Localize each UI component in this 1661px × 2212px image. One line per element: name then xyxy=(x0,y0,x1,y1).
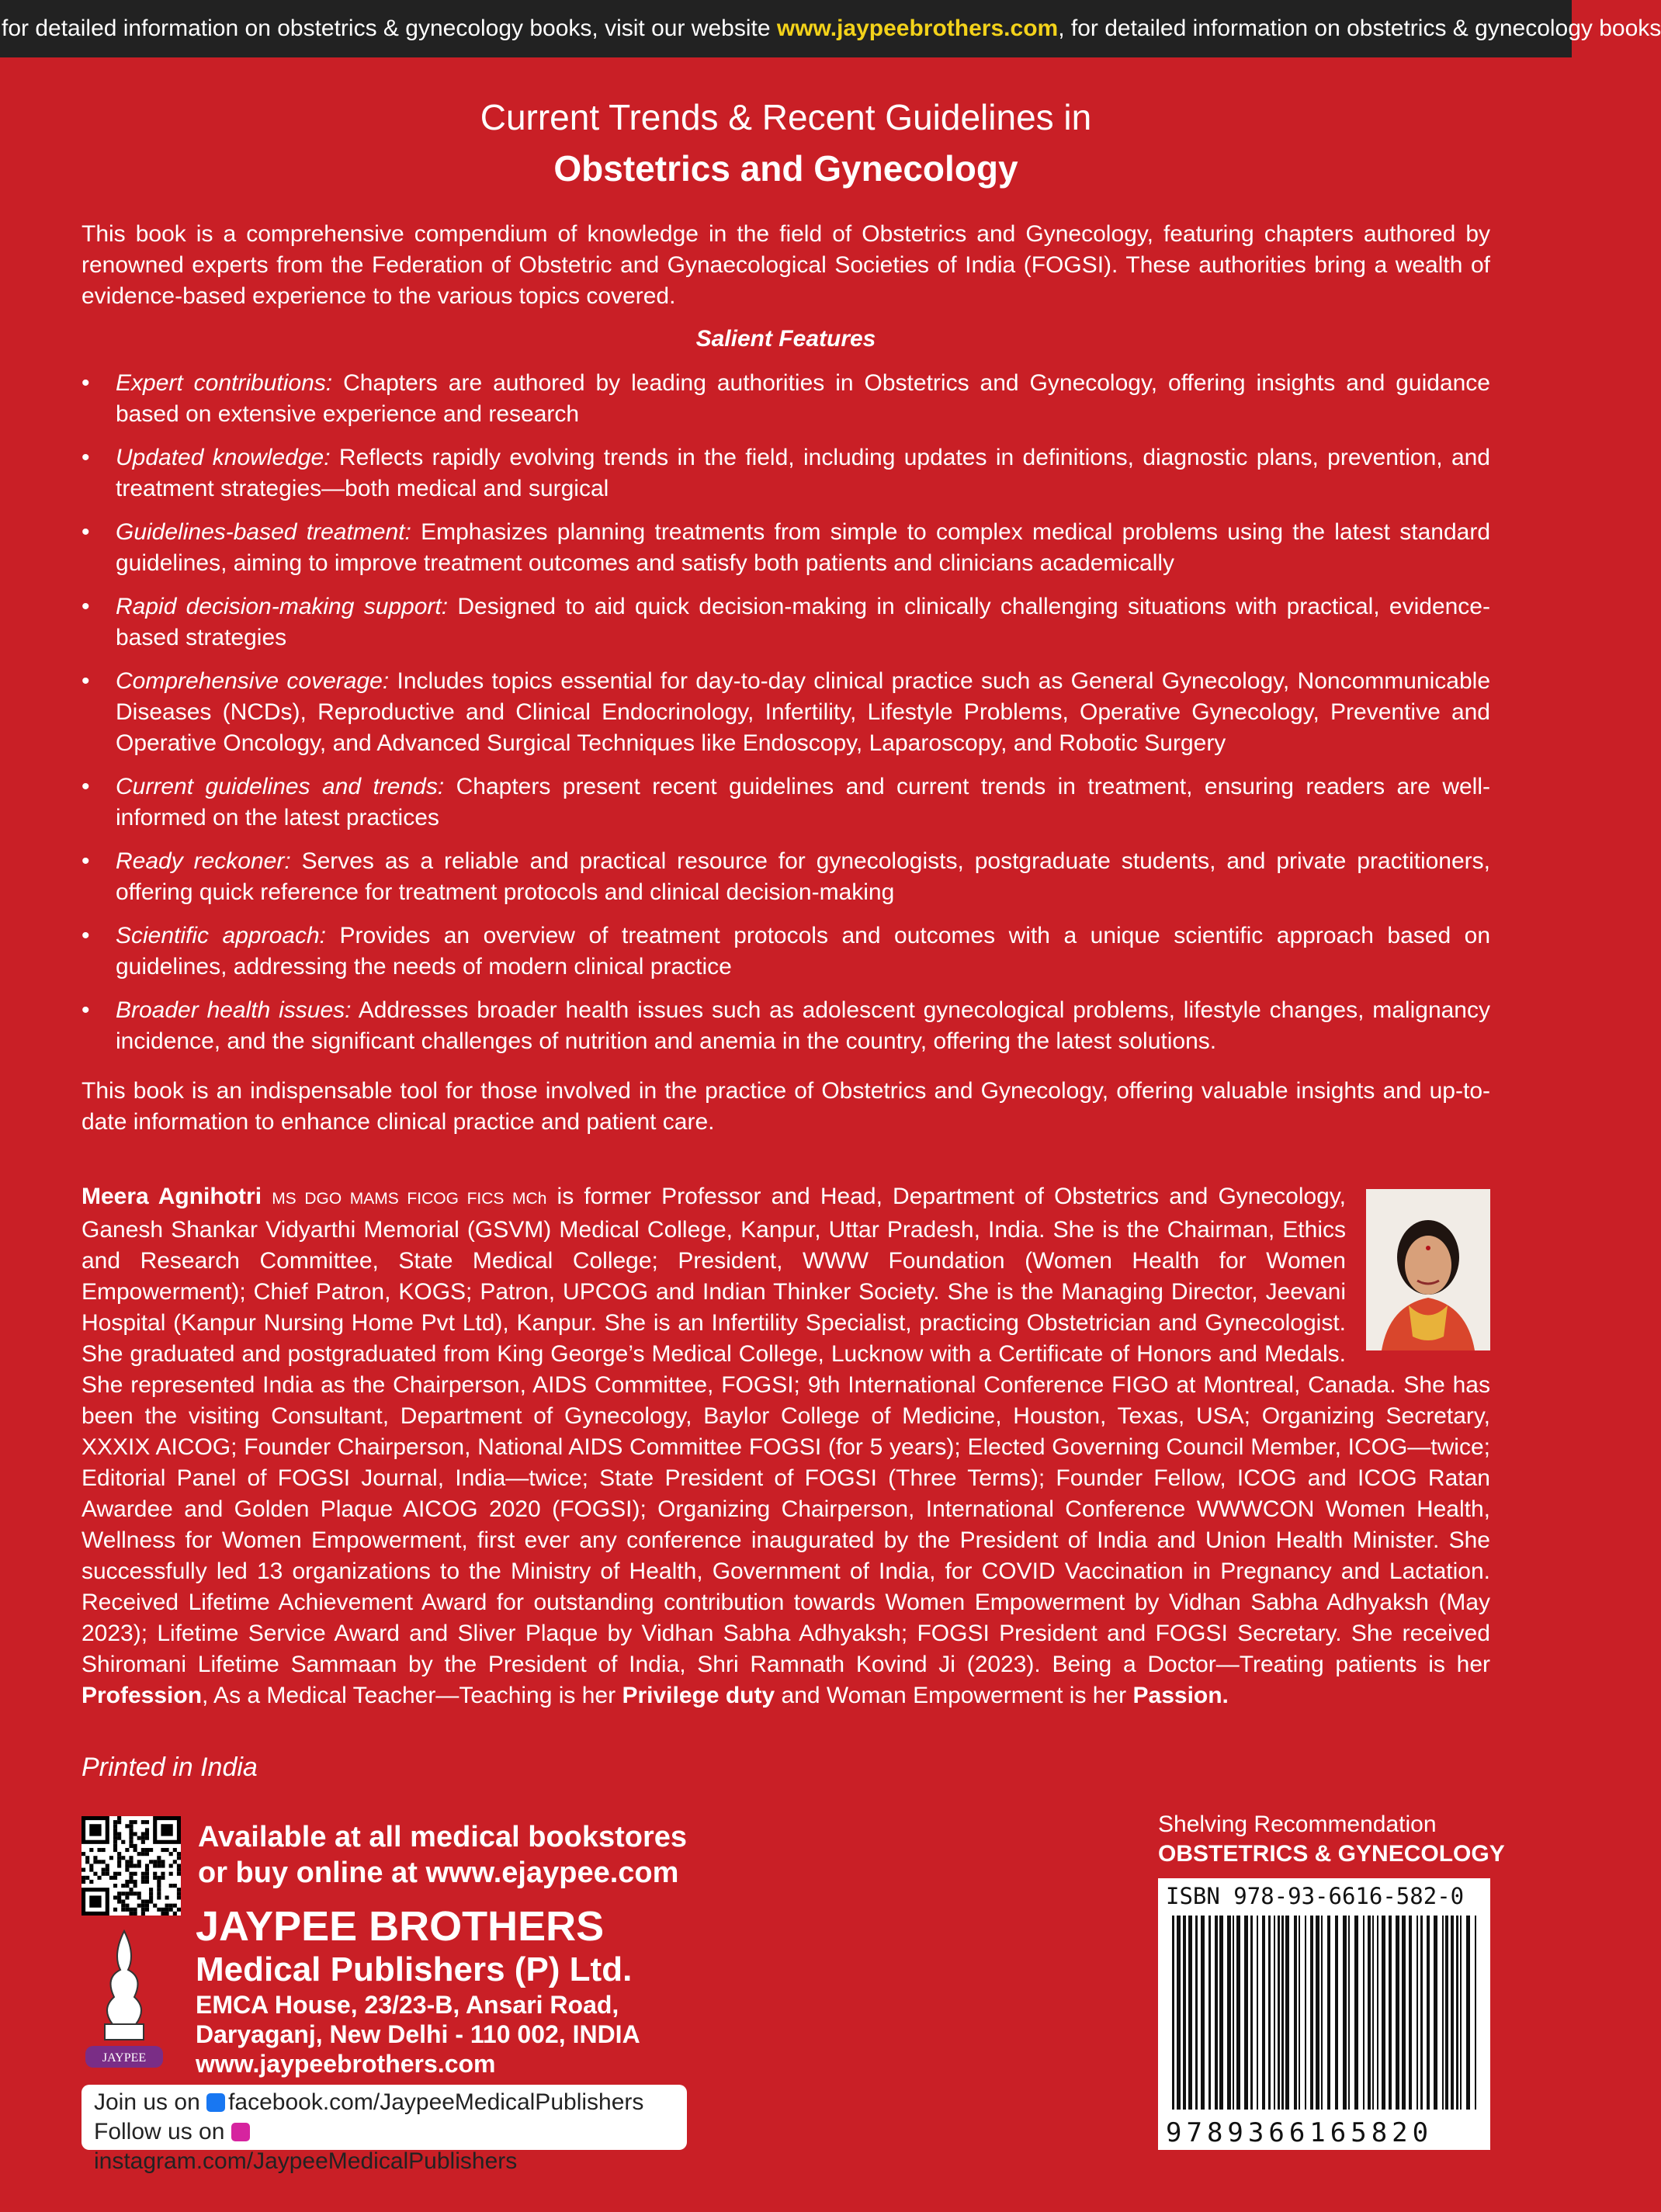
feature-item: • Rapid decision-making support: Designed to aid quick decision-making in clinically challenging situations with practical, evidence-based strategies xyxy=(81,591,1490,654)
availability-note: Available at all medical bookstores or buy online at www.ejaypee.com xyxy=(198,1821,688,1889)
feature-item: • Scientific approach: Provides an overview of treatment protocols and outcomes with a unique scientific approach based on guidelines, addressing the needs of modern clinical practice xyxy=(81,921,1490,983)
instagram-link[interactable]: instagram.com/JaypeeMedicalPublishers xyxy=(94,2148,518,2174)
printed-in: Printed in India xyxy=(81,1753,258,1782)
top-banner-text: for detailed information on obstetrics & gynecology books, visit our website xyxy=(2,16,777,41)
isbn-barcode xyxy=(1158,1878,1490,2150)
facebook-link[interactable]: facebook.com/JaypeeMedicalPublishers xyxy=(228,2089,644,2115)
bullet-icon: • xyxy=(81,997,90,1023)
feature-item: • Current guidelines and trends: Chapters present recent guidelines and current trends in treatment, ensuring readers are well-informed on the latest practices xyxy=(81,771,1490,834)
feature-item: • Comprehensive coverage: Includes topics essential for day-to-day clinical practice such as General Gynecology, Noncommunicable Diseases (NCDs), Reproductive and Clinical Endocrinology, Infertility, Lifestyle Problems, Operative Gynecology, Preventive and Operative Oncology, and Advanced Surgical Techniques like Endoscopy, Laparoscopy, and Robotic Surgery xyxy=(81,666,1490,759)
feature-item: • Expert contributions: Chapters are authored by leading authorities in Obstetrics and Gynecology, offering insights and guidance based on extensive experience and research xyxy=(81,368,1490,430)
bullet-icon: • xyxy=(81,370,90,396)
instagram-icon xyxy=(231,2123,250,2141)
website-link[interactable]: www.jaypeebrothers.com xyxy=(776,16,1059,41)
publisher-website[interactable]: www.jaypeebrothers.com xyxy=(196,2050,496,2078)
qr-code[interactable] xyxy=(81,1816,181,1916)
facebook-icon xyxy=(206,2093,225,2112)
isbn-text: ISBN 978-93-6616-582-0 xyxy=(1166,1883,1465,1909)
publisher-info: JAYPEE BROTHERS Medical Publishers (P) Ltd. EMCA House, 23/23-B, Ansari Road, Daryaganj, New Delhi - 110 002, INDIA www.jaypeebrothers.com xyxy=(196,1903,640,2078)
bullet-icon: • xyxy=(81,445,90,470)
logo-label: JAYPEE xyxy=(102,2051,147,2065)
feature-item: • Guidelines-based treatment: Emphasizes planning treatments from simple to complex medical problems using the latest standard guidelines, aiming to improve treatment outcomes and satisfy both patients and clinicians academically xyxy=(81,517,1490,579)
author-bio: Meera Agnihotri MS DGO MAMS FICOG FICS MCh is former Professor and Head, Department of Obstetrics and Gynecology, Ganesh Shankar Vidyarthi Memorial (GSVM) Medical College, Kanpur, Uttar Pradesh, India. She is the Chairman, Ethics and Research Committee, State Medical College; President, WWW Foundation (Women Health for Women Empowerment); Chief Patron, KOGS; Patron, UPCOG and Indian Thinker Society. She is the Managing Director, Jeevani Hospital (Kanpur Nursing Home Pvt Ltd), Kanpur. She is an Infertility Specialist, practicing Obstetrician and Gynecologist. She graduated and postgraduated from King George’s Medical College, Lucknow with a Certificate of Honors and Medals. She represented India as the Chairperson, AIDS Committee, FOGSI; 9th International Conference FIGO at Montreal, Canada. She has been the visiting Consultant, Department of Gynecology, Baylor College of Medicine, Houston, Texas, USA; Organizing Secretary, XXXIX AICOG; Founder Chairperson, National AIDS Committee FOGSI (for 5 years); Elected Governing Council Member, ICOG—twice; Editorial Panel of FOGSI Journal, India—twice; State President of FOGSI (Three Terms); Founder Fellow, ICOG and ICOG Ratan Awardee and Golden Plaque AICOG 2020 (FOGSI); Organizing Chairperson, International Conference WWWCON Women Health, Wellness for Women Empowerment, first ever any conference inaugurated by the President of India and Union Health Minister. She successfully led 13 organizations to the Ministry of Health, Government of India, for COVID Vaccination in Pregnancy and Lactation. Received Lifetime Achievement Award for outstanding contribution towards Women Empowerment by Vidhan Sabha Adhyaksh (May 2023); Lifetime Service Award and Sliver Plaque by Vidhan Sabha Adhyaksh; FOGSI President and FOGSI Secretary. She received Shiromani Lifetime Sammaan by the President of India, Shri Ramnath Kovind Ji (2023). Being a Doctor—Treating patients is her Profession, As a Medical Teacher—Teaching is her Privilege duty and Woman Empowerment is her Passion. xyxy=(81,1184,1490,1708)
bullet-icon: • xyxy=(81,668,90,694)
barcode-digits: 9789366165820 xyxy=(1166,2117,1434,2148)
author-name: Meera Agnihotri xyxy=(81,1184,262,1209)
book-title xyxy=(0,92,1572,194)
title-line-1: Current Trends & Recent Guidelines in xyxy=(480,97,1092,137)
jaypee-logo-icon xyxy=(81,1923,167,2071)
salient-features-heading: Salient Features xyxy=(695,326,876,352)
bullet-icon: • xyxy=(81,774,90,799)
social-links-box: Join us on facebook.com/JaypeeMedicalPublishers Follow us on instagram.com/JaypeeMedicalPublishers xyxy=(81,2085,687,2150)
outro-paragraph: This book is an indispensable tool for those involved in the practice of Obstetrics and Gynecology, offering valuable insights and up-to-date information to enhance clinical practice and patient care. xyxy=(81,1078,1490,1135)
top-banner xyxy=(0,0,1661,57)
author-photo xyxy=(1366,1189,1490,1350)
author-credentials: MS DGO MAMS FICOG FICS MCh xyxy=(272,1190,547,1208)
bullet-icon: • xyxy=(81,519,90,545)
title-line-2: Obstetrics and Gynecology xyxy=(553,148,1018,189)
intro-paragraph: This book is a comprehensive compendium of knowledge in the field of Obstetrics and Gynecology, featuring chapters authored by renowned experts from the Federation of Obstetric and Gynaecological Societies of India (FOGSI). These authorities bring a wealth of evidence-based experience to the various topics covered. xyxy=(81,221,1490,309)
bullet-icon: • xyxy=(81,848,90,874)
shelving-recommendation: Shelving Recommendation OBSTETRICS & GYNECOLOGY xyxy=(1158,1812,1505,1867)
bullet-icon: • xyxy=(81,594,90,619)
author-bio-text: is former Professor and Head, Department of Obstetrics and Gynecology, Ganesh Shankar Vidyarthi Memorial (GSVM) Medical College, Kanpur, Uttar Pradesh, India. She is the Chairman, Ethics and Research Committee, State Medical College; President, WWW Foundation (Women Health for Women Empowerment); Chief Patron, KOGS; Patron, UPCOG and Indian Thinker Society. She is the Managing Director, Jeevani Hospital (Kanpur Nursing Home Pvt Ltd), Kanpur. She is an Infertility Specialist, practicing Obstetrician and Gynecologist. She graduated and postgraduated from King George’s Medical College, Lucknow with a Certificate of Honors and Medals. She represented India as the Chairperson, AIDS Committee, FOGSI; 9th International Conference FIGO at Montreal, Canada. She has been the visiting Consultant, Department of Gynecology, Baylor College of Medicine, Houston, Texas, USA; Organizing Secretary, XXXIX AICOG; Founder Chairperson, National AIDS Committee FOGSI (for 5 years); Elected Governing Council Member, ICOG—twice; Editorial Panel of FOGSI Journal, India—twice; State President of FOGSI (Three Terms); Founder Fellow, ICOG and ICOG Ratan Awardee and Golden Plaque AICOG 2020 (FOGSI); Organizing Chairperson, International Conference WWWCON Women Health, Wellness for Women Empowerment, first ever any conference inaugurated by the President of India and Union Health Minister. She successfully led 13 organizations to the Ministry of Health, Government of India, for COVID Vaccination in Pregnancy and Lactation. Received Lifetime Achievement Award for outstanding contribution towards Women Empowerment by Vidhan Sabha Adhyaksh (May 2023); Lifetime Service Award and Sliver Plaque by Vidhan Sabha Adhyaksh; FOGSI President and FOGSI Secretary. She received Shiromani Lifetime Sammaan by the President of India, Shri Ramnath Kovind Ji (2023). Being a Doctor—Treating patients is her xyxy=(81,1184,1490,1677)
feature-item: • Updated knowledge: Reflects rapidly evolving trends in the field, including updates in definitions, diagnostic plans, prevention, and treatment strategies—both medical and surgical xyxy=(81,442,1490,504)
features-list xyxy=(81,368,1490,1070)
feature-item: • Broader health issues: Addresses broader health issues such as adolescent gynecological problems, lifestyle changes, malignancy incidence, and the significant challenges of nutrition and anemia in the country, offering the latest solutions. xyxy=(81,995,1490,1057)
bullet-icon: • xyxy=(81,923,90,948)
feature-item: • Ready reckoner: Serves as a reliable and practical resource for gynecologists, postgraduate students, and private practitioners, offering quick reference for treatment protocols and clinical decision-making xyxy=(81,846,1490,908)
top-banner-text-after: , for detailed information on obstetrics & gynecology books xyxy=(1058,16,1661,41)
